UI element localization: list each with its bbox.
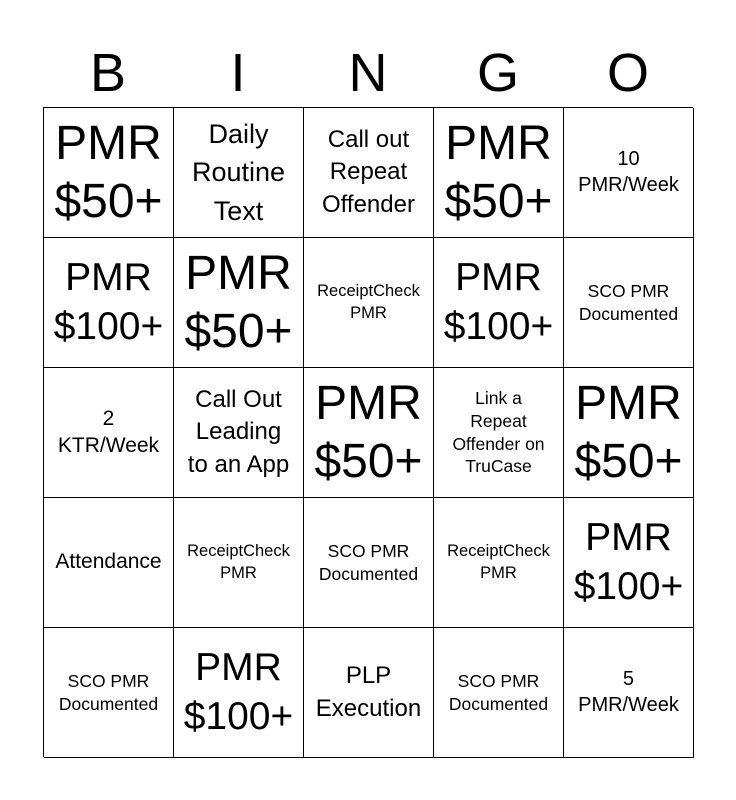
bingo-cell-r1-c1[interactable]	[174, 238, 304, 368]
bingo-cell-r0-c2[interactable]	[304, 108, 434, 238]
bingo-cell-r1-c0[interactable]	[44, 238, 174, 368]
bingo-board	[43, 107, 693, 757]
cell-text: SCO PMR Documented	[448, 670, 549, 714]
bingo-cell-r2-c4[interactable]	[564, 368, 694, 498]
header-letter-o: O	[606, 43, 649, 103]
header-letter-i: I	[230, 43, 246, 103]
cell-text: PMR $50+	[184, 246, 293, 358]
bingo-cell-r0-c4[interactable]	[564, 108, 694, 238]
cell-text: Attendance	[55, 550, 162, 574]
cell-text: PMR $50+	[54, 116, 163, 228]
cell-text: 5 PMR/Week	[578, 667, 679, 716]
bingo-cell-r1-c2[interactable]	[304, 238, 434, 368]
bingo-cell-r3-c0[interactable]	[44, 498, 174, 628]
bingo-cell-r3-c2[interactable]	[304, 498, 434, 628]
bingo-cell-r0-c3[interactable]	[434, 108, 564, 238]
cell-text: PMR $100+	[443, 256, 554, 348]
bingo-cell-r4-c2[interactable]	[304, 628, 434, 758]
bingo-cell-r1-c3[interactable]	[434, 238, 564, 368]
cell-text: Daily Routine Text	[191, 119, 286, 226]
cell-text: PMR $100+	[53, 256, 164, 348]
cell-text: ReceiptCheck PMR	[447, 542, 550, 582]
bingo-cell-r1-c4[interactable]	[564, 238, 694, 368]
cell-text: PMR $50+	[574, 376, 683, 488]
bingo-cell-r2-c2[interactable]	[304, 368, 434, 498]
bingo-cell-r2-c3[interactable]	[434, 368, 564, 498]
bingo-header	[43, 40, 693, 106]
cell-text: SCO PMR Documented	[578, 280, 679, 324]
bingo-cell-r2-c1[interactable]	[174, 368, 304, 498]
cell-text: PMR $100+	[573, 516, 684, 608]
bingo-cell-r0-c0[interactable]	[44, 108, 174, 238]
cell-text: SCO PMR Documented	[58, 670, 159, 714]
bingo-cell-r2-c0[interactable]	[44, 368, 174, 498]
cell-text: PLP Execution	[315, 662, 422, 722]
cell-text: ReceiptCheck PMR	[187, 542, 290, 582]
cell-text: PMR $50+	[444, 116, 553, 228]
cell-text: 2 KTR/Week	[57, 407, 160, 457]
bingo-cell-r0-c1[interactable]	[174, 108, 304, 238]
cell-text: PMR $100+	[183, 646, 294, 738]
cell-text: PMR $50+	[314, 376, 423, 488]
header-letter-g: G	[476, 43, 519, 103]
cell-text: 10 PMR/Week	[578, 147, 679, 196]
bingo-cell-r4-c3[interactable]	[434, 628, 564, 758]
cell-text: SCO PMR Documented	[318, 540, 419, 584]
bingo-cell-r4-c0[interactable]	[44, 628, 174, 758]
cell-text: ReceiptCheck PMR	[317, 282, 420, 322]
bingo-cell-r4-c1[interactable]	[174, 628, 304, 758]
header-letter-n: N	[348, 43, 388, 103]
bingo-cell-r3-c1[interactable]	[174, 498, 304, 628]
cell-text: Link a Repeat Offender on TruCase	[452, 388, 545, 477]
header-letter-b: B	[89, 43, 127, 103]
cell-text: Call Out Leading to an App	[187, 385, 290, 478]
bingo-cell-r3-c4[interactable]	[564, 498, 694, 628]
bingo-cell-r3-c3[interactable]	[434, 498, 564, 628]
bingo-cell-r4-c4[interactable]	[564, 628, 694, 758]
cell-text: Call out Repeat Offender	[322, 125, 415, 218]
